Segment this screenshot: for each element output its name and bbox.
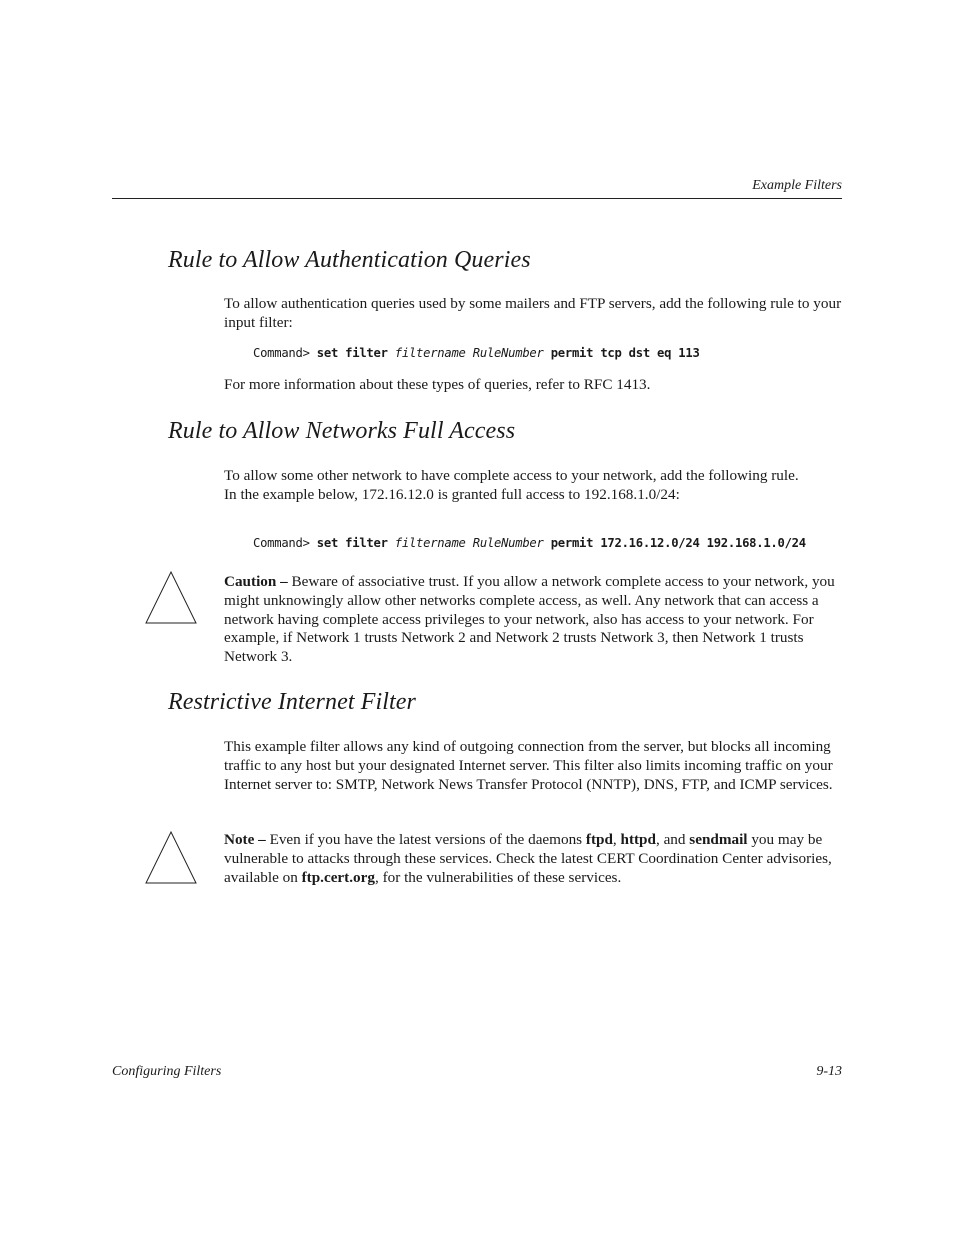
command-prompt: Command> bbox=[253, 346, 310, 360]
command-args: filtername RuleNumber bbox=[394, 346, 544, 360]
note-text: Even if you have the latest versions of the daemons bbox=[269, 831, 583, 848]
caution-text: Beware of associative trust. If you allow a network complete access to your network, you might unknowingly allow other networks complete access, as well. Any network that can access a network having complete access privileges to your network, also has access to your network. For example, if Network 1 trusts Network 2 and Network 2 trusts Network 3, then Network 1 trusts Network 3. bbox=[224, 573, 835, 666]
section-title-restrictive-filter: Restrictive Internet Filter bbox=[168, 689, 416, 715]
auth-queries-followup: For more information about these types of queries, refer to RFC 1413. bbox=[224, 376, 651, 393]
cert-site: ftp.cert.org bbox=[301, 868, 375, 886]
note-label: Note – bbox=[224, 831, 266, 848]
caution-notice bbox=[224, 573, 839, 667]
note-text: , bbox=[612, 831, 617, 848]
full-access-intro: To allow some other network to have complete access to your network, add the following rule. In the example below, 172.16.12.0 is granted full access to 192.168.1.0/24: bbox=[224, 467, 799, 503]
note-text: you may be vulnerable to attacks through these services. Check the latest CERT Coordination Center advisories, available on bbox=[224, 831, 832, 886]
note-text: , and bbox=[655, 831, 686, 848]
caution-label: Caution – bbox=[224, 573, 288, 590]
running-header: Example Filters bbox=[752, 178, 842, 193]
command-keyword: set filter bbox=[316, 536, 388, 550]
daemon-name: httpd bbox=[620, 831, 656, 848]
note-triangle-icon bbox=[144, 831, 198, 885]
caution-triangle-icon bbox=[144, 571, 198, 625]
section-title-auth-queries: Rule to Allow Authentication Queries bbox=[168, 247, 531, 273]
command-args: filtername RuleNumber bbox=[394, 536, 544, 550]
note-text: , for the vulnerabilities of these services. bbox=[374, 868, 622, 886]
full-access-command bbox=[253, 536, 806, 550]
daemon-name: sendmail bbox=[689, 831, 748, 848]
command-keyword: permit 172.16.12.0/24 192.168.1.0/24 bbox=[550, 536, 806, 550]
command-keyword: set filter bbox=[316, 346, 388, 360]
footer-chapter: Configuring Filters bbox=[112, 1064, 222, 1079]
section-title-full-access: Rule to Allow Networks Full Access bbox=[168, 418, 516, 444]
header-rule bbox=[112, 198, 842, 199]
page-number: 9-13 bbox=[816, 1064, 842, 1079]
auth-queries-command bbox=[253, 346, 700, 360]
command-prompt: Command> bbox=[253, 536, 310, 550]
auth-queries-intro: To allow authentication queries used by some mailers and FTP servers, add the following rule to your input filter: bbox=[224, 295, 842, 331]
note-notice bbox=[224, 831, 842, 887]
restrictive-filter-intro: This example filter allows any kind of outgoing connection from the server, but blocks all incoming traffic to any host but your designated Internet server. This filter also limits incoming traffic on your Internet server to: SMTP, Network News Transfer Protocol (NNTP), DNS, FTP, and ICMP services. bbox=[224, 738, 833, 793]
daemon-name: ftpd bbox=[585, 831, 613, 848]
command-keyword: permit tcp dst eq 113 bbox=[550, 346, 700, 360]
